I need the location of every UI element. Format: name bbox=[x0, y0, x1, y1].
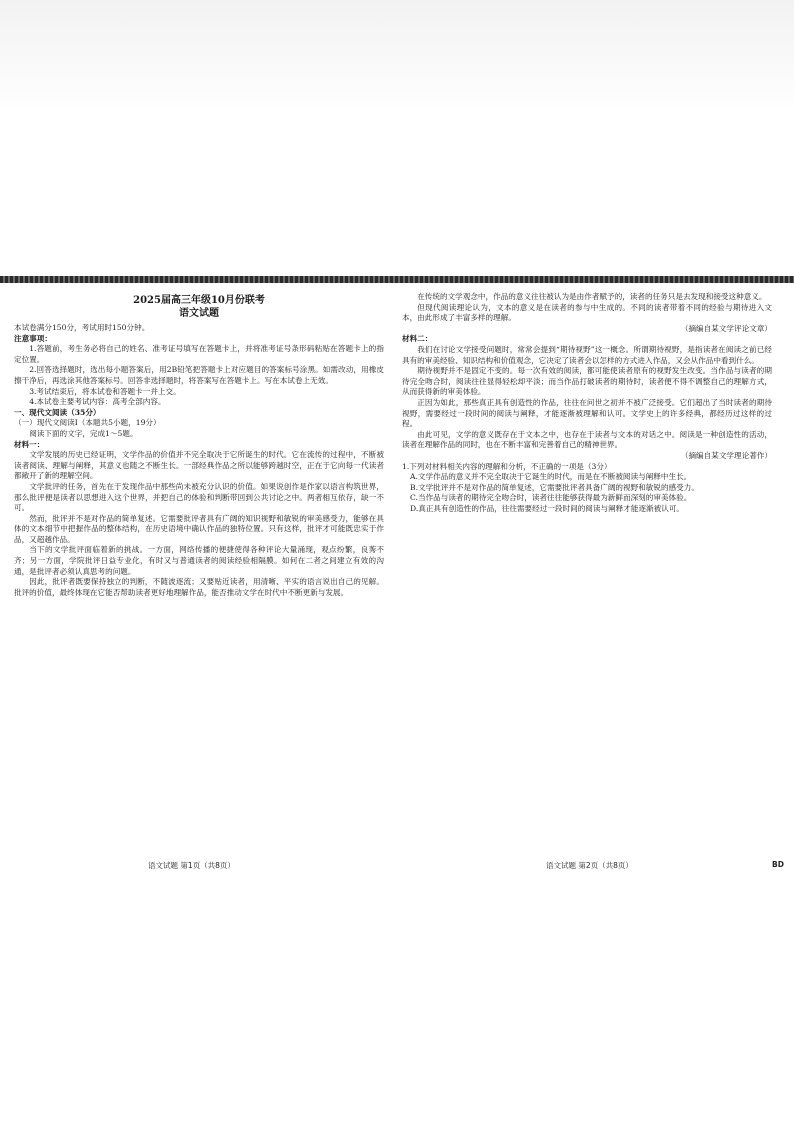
notice-item: 2.回答选择题时，选出每小题答案后，用2B铅笔把答题卡上对应题目的答案标号涂黑。如需改动，用橡皮擦干净后，再选涂其他答案标号。回答非选择题时，将答案写在答题卡上。写在本试卷上无效。 bbox=[14, 365, 384, 385]
material-head: 材料一： bbox=[14, 439, 45, 449]
source-note: （摘编自某文学理论著作） bbox=[680, 450, 772, 460]
paragraph: 期待视野并不是固定不变的。每一次有效的阅读，都可能使读者原有的视野发生改变。当作品与读者的期待完全吻合时，阅读往往显得轻松却平淡；而当作品打破读者的期待时，读者便不得不调整自己的理解方式，从而获得新的审美体验。 bbox=[402, 366, 772, 397]
corner-tag: BD bbox=[772, 860, 784, 869]
page-footer-right: 语文试题 第2页（共8页） bbox=[546, 861, 633, 870]
paragraph: 但现代阅读理论认为，文本的意义是在读者的参与中生成的。不同的读者带着不同的经验与期待进入文本，由此形成了丰富多样的理解。 bbox=[402, 302, 772, 323]
instruction: 阅读下面的文字，完成1～5题。 bbox=[29, 428, 138, 438]
answer-option: A.文学作品的意义并不完全取决于它诞生的时代，而是在不断被阅读与阐释中生长。 bbox=[410, 472, 692, 482]
paragraph: 然而，批评并不是对作品的简单复述。它需要批评者具有广阔的知识视野和敏锐的审美感受力，能够在具体的文本细节中把握作品的整体结构，在历史语境中确认作品的独特位置。只有这样，批评才可能既忠实于作品，又超越作品。 bbox=[14, 513, 384, 544]
section-heading: 一、现代文阅读（35分） bbox=[14, 407, 101, 417]
page-footer-left: 语文试题 第1页（共8页） bbox=[148, 861, 235, 870]
paragraph: 我们在讨论文学接受问题时，常常会提到“期待视野”这一概念。所谓期待视野，是指读者在阅读之前已经具有的审美经验、知识结构和价值观念，它决定了读者会以怎样的方式进入作品，又会从作品中看到什么。 bbox=[402, 344, 772, 365]
scan-page-edge bbox=[0, 276, 794, 283]
exam-title: 2025届高三年级10月份联考 bbox=[133, 295, 265, 306]
material-head: 材料二： bbox=[402, 334, 433, 344]
answer-option: D.真正具有创造性的作品，往往需要经过一段时间的阅读与阐释才能逐渐被认可。 bbox=[410, 503, 685, 513]
notice-item: 3.考试结束后，将本试卷和答题卡一并上交。 bbox=[29, 386, 181, 396]
source-note: （摘编自某文学评论文章） bbox=[680, 323, 772, 333]
score-line: 本试卷满分150分，考试用时150分钟。 bbox=[14, 323, 150, 332]
exam-subtitle: 语文试题 bbox=[179, 308, 219, 319]
paragraph: 在传统的文学观念中，作品的意义往往被认为是由作者赋予的，读者的任务只是去发现和接受这种意义。 bbox=[417, 292, 767, 301]
left-column bbox=[14, 292, 384, 857]
paragraph: 正因为如此，那些真正具有创造性的作品，往往在问世之初并不被广泛接受。它们超出了当时读者的期待视野，需要经过一段时间的阅读与阐释，才能逐渐被理解和认可。文学史上的许多经典，都经历过这样的过程。 bbox=[402, 397, 772, 429]
paragraph: 文学发展的历史已经证明，文学作品的价值并不完全取决于它所诞生的时代。它在流传的过程中，不断被读者阅读、理解与阐释，其意义也随之不断生长。一部经典作品之所以能够跨越时空，正在于它向每一代读者都敞开了新的理解空间。 bbox=[14, 450, 384, 481]
paragraph: 当下的文学批评面临着新的挑战。一方面，网络传播的便捷使得各种评论大量涌现，观点纷繁，良莠不齐；另一方面，学院批评日益专业化，有时又与普通读者的阅读经验相隔膜。如何在二者之间建立有效的沟通，是批评者必须认真思考的问题。 bbox=[14, 545, 384, 576]
section-subheading: （一）现代文阅读Ⅰ（本题共5小题，19分） bbox=[14, 418, 161, 428]
answer-option: C.当作品与读者的期待完全吻合时，读者往往能够获得最为新鲜而深刻的审美体验。 bbox=[410, 493, 692, 503]
question-stem: 1.下列对材料相关内容的理解和分析，不正确的一项是（3分） bbox=[402, 461, 612, 471]
paragraph: 由此可见，文学的意义既存在于文本之中，也存在于读者与文本的对话之中。阅读是一种创造性的活动，读者在理解作品的同时，也在不断丰富和完善着自己的精神世界。 bbox=[402, 429, 772, 450]
answer-option: B.文学批评并不是对作品的简单复述，它需要批评者具备广阔的视野和敏锐的感受力。 bbox=[410, 482, 699, 492]
right-column bbox=[402, 292, 772, 857]
notice-head: 注意事项： bbox=[14, 333, 52, 343]
notice-item: 4.本试卷主要考试内容：高考全部内容。 bbox=[29, 397, 166, 407]
paragraph: 因此，批评者既要保持独立的判断，不随波逐流；又要贴近读者，用清晰、平实的语言说出自己的见解。批评的价值，最终体现在它能否帮助读者更好地理解作品，能否推动文学在时代中不断更新与发展。 bbox=[14, 577, 384, 597]
scan-top-blank bbox=[0, 0, 794, 282]
notice-item: 1.答题前，考生务必将自己的姓名、准考证号填写在答题卡上，并将准考证号条形码粘贴在答题卡上的指定位置。 bbox=[14, 344, 384, 364]
paragraph: 文学批评的任务，首先在于发现作品中那些尚未被充分认识的价值。如果说创作是作家以语言构筑世界，那么批评便是读者以思想进入这个世界，并把自己的体验和判断带回到公共讨论之中。两者相互依存，缺一不可。 bbox=[14, 481, 384, 513]
